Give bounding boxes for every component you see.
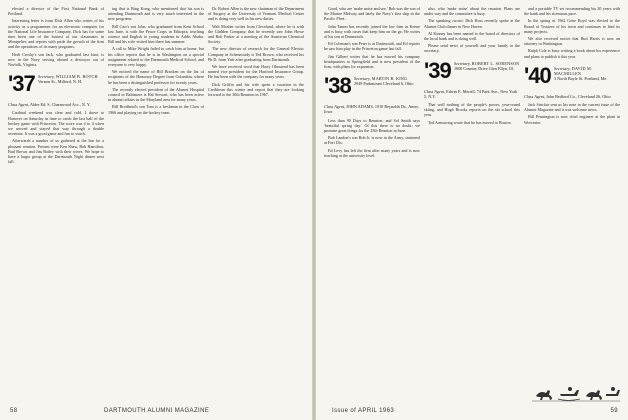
left-col-1-bottom-text xyxy=(8,110,104,164)
class-agent xyxy=(8,102,104,107)
paragraph: The speaking circuit: Dick Ross recently spoke at the Alumni Club dinner in New Haven. xyxy=(424,18,520,29)
paragraph: and a portable TV set recommending his 20 years with the bank and his strenuous pace. xyxy=(524,6,620,17)
class-agent xyxy=(424,89,520,99)
agent-name: Edwin E. Merrill, 74 Park Ave., New York 5, N.Y. xyxy=(424,88,518,99)
paragraph: Walt Mosher writes from Cleveland, where he is with the Glidden Company, that he recently saw John Howe and Bob Parker at a meeting of the American Chemical Society. xyxy=(208,23,304,45)
paragraph: In the spring of 1962 Gene Boyd was elected to the Board of Trustees of his town and continues to lead its many projects. xyxy=(524,18,620,34)
left-col-2-text xyxy=(108,6,204,115)
paragraph: ing that is Bing Kong, who mentioned that his son is attending Dartmouth and is very much interested in the new programs. xyxy=(108,6,204,22)
class-secretary xyxy=(554,66,620,82)
secretary-role: Secretary, xyxy=(354,76,371,82)
class-year: '40 xyxy=(524,62,551,88)
paragraph: That well nothing of the people's power, year-round skiing, and Hugh Brooks reports on the ski school this year. xyxy=(424,102,520,118)
right-col-3-top-text xyxy=(524,6,620,59)
paragraph: The new director of research for the General Electric Company in Schenectady is Ted Brown, who received his Ph.D. from Yale after graduating from Dartmouth. xyxy=(208,46,304,62)
right-page xyxy=(316,0,628,420)
paragraph: We noticed the name of Bill Bracken on the list of recipients of the Honorary Degree from Columbia, where he has been a distinguished professor for twenty years. xyxy=(108,69,204,85)
paragraph: We also received notice that Bud Harris is now an attorney in Washington. xyxy=(524,36,620,47)
publication-name: DARTMOUTH ALUMNI MAGAZINE xyxy=(104,408,210,414)
paragraph: elected a director of the First National Bank of Portland. xyxy=(8,6,104,17)
paragraph: Jack Sinclair sent us his note in the current issue of the Alumni Magazine and it was welcome news. xyxy=(524,102,620,113)
secretary-address: 2949 Parkmount Cleveland 6, Ohio xyxy=(354,81,414,87)
paragraph: A call to Mike Wright failed to catch him at home, but his office reports that he is in Washington on a special assignment related to the Dartmouth Medical School, and everyone is very happy. xyxy=(108,46,204,68)
paragraph: Ed Coleman's son Peter is at Dartmouth, and Ed reports he saw him play in the Princeton game last fall. xyxy=(324,41,420,52)
secretary-address: Vernon St., Milford, N. H. xyxy=(38,79,83,85)
secretary-name: MARTIN B. KING xyxy=(371,76,408,82)
paragraph: Interesting letter is from Dick Allen who writes of his activity as a programmer for an electronic computer for the National Life Insurance Company. Dick has for some time been one of the busiest of our classmates in Montpelier, and reports with pride the growth of the firm and the operations of its many programs. xyxy=(8,18,104,50)
paragraph: Afterwards a number of us gathered at the Inn for a pleasant reunion. Present were Ken Shaw, Bob Hamilton, Bud Brown and Jim Bailey with their wives. We hope to have a larger group at the Dartmouth Night dinner next fall. xyxy=(8,138,104,165)
class-agent xyxy=(324,104,420,114)
class-year: '37 xyxy=(8,71,35,97)
class-secretary xyxy=(38,74,104,84)
agent-role: Class Agent, xyxy=(324,104,346,110)
secretary-role: Secretary, xyxy=(38,74,55,80)
left-col-1 xyxy=(8,6,104,394)
right-col-2-top-text xyxy=(424,6,520,54)
paragraph: Dick Griffin and his wife spent a vacation in the Caribbean this winter and report that they are looking forward to the 30th Reunion in 1967. xyxy=(208,81,304,98)
right-col-1 xyxy=(324,6,420,394)
class-agent xyxy=(524,94,620,99)
agent-role: Class Agent, xyxy=(8,102,30,108)
paragraph: Bill Carr's son John, who graduated from Kent School last June, is with the Peace Corps in Ethiopia, teaching science and English to young students in Addis Ababa. Bill and his wife visited him there last summer. xyxy=(108,23,204,45)
paragraph: Ed Levy has left the firm after many years and is now teaching at the university level. xyxy=(324,147,420,158)
class-heading-39 xyxy=(424,59,520,85)
secretary-name: ROBERT L. SORENSON xyxy=(471,60,520,66)
agent-name: Alder Ed. S. Charnwood Acc., N. Y. xyxy=(29,102,91,108)
class-secretary xyxy=(354,76,420,86)
secretary-name: WILLIAM B. ROTCH xyxy=(55,74,98,80)
paragraph: Bill Pennington is now chief engineer at the plant in Worcester. xyxy=(524,114,620,125)
paragraph: We have received word that Harry Olmstead has been named vice president for the Hartford Insurance Group. He has been with the company for many years. xyxy=(208,64,304,80)
left-col-2 xyxy=(108,6,204,394)
issue-label: Issue of APRIL 1963 xyxy=(332,408,395,414)
right-col-2 xyxy=(424,6,520,394)
class-heading-38 xyxy=(324,74,420,100)
class-year: '39 xyxy=(424,57,451,83)
paragraph: also, who 'make noise' about the reunion. Plans are under way and the committee is busy. xyxy=(424,6,520,17)
paragraph: John Tamm has recently joined the law firm in Keene and is busy with cases that keep him on the go. He writes of his son at Dartmouth. xyxy=(324,23,420,40)
paragraph: The recently elected president of the Alumni Hospital council in Baltimore is Hal Stewart, who has been active in alumni affairs in the Maryland area for many years. xyxy=(108,86,204,103)
left-col-1-top-text xyxy=(8,6,104,67)
paragraph: Al Kinney has been named to the board of directors of the local bank and is doing well. xyxy=(424,30,520,42)
right-col-1-bottom-text xyxy=(324,118,420,158)
page-number: 59 xyxy=(610,408,618,414)
agent-role: Class Agent, xyxy=(524,93,546,99)
page-number: 58 xyxy=(10,408,18,414)
paragraph: Good, who are 'make noise and see.' Bob was the son of the Marine Midway and lately the Navy's first ship in the Pacific Fleet. xyxy=(324,6,420,22)
right-col-2-bottom-text xyxy=(424,102,520,125)
secretary-role: Secretary, xyxy=(554,65,571,71)
paragraph: Ralph Cole is busy writing a book about his experience and plans to publish it this year. xyxy=(524,48,620,59)
class-year: '38 xyxy=(324,73,351,99)
paragraph: Ted Armstrong wrote that he has moved to Boston. xyxy=(428,119,512,125)
paragraph: Bill Brodhead's son Tom is a freshman in the Class of 1966 and playing on the hockey team. xyxy=(108,104,204,115)
secretary-name: DAVID M. MACMILLEN xyxy=(554,65,593,77)
paragraph: Jim Gilbert writes that he has moved his company headquarters to Springfield and is now president of the firm, with plans for expansion. xyxy=(324,53,420,70)
class-heading-37 xyxy=(8,72,104,98)
secretary-role: Secretary, xyxy=(454,60,471,66)
class-secretary xyxy=(454,61,520,71)
left-col-3 xyxy=(208,6,304,394)
agent-name: JOHN ADAMS, 1910 Reynolds Dr., Ames, Iowa xyxy=(324,104,420,115)
horse-sleigh-illustration xyxy=(530,382,622,404)
class-heading-40 xyxy=(524,64,620,90)
agent-name: John Bedford Co., Cleveland 26, Ohio xyxy=(546,93,611,99)
paragraph: Herb Crosby's son Jack, who graduated last June, is now in the Navy serving aboard a destroyer out of Norfolk, Virginia. xyxy=(8,51,104,68)
right-col-3-bottom-text xyxy=(524,102,620,125)
paragraph: Please send news of yourself and your family to the secretary. xyxy=(424,43,520,54)
paragraph: Cardinal weekend was clear and cold. I drove to Hanover on Saturday in time to catch the last half of the hockey game with Princeton. The score was 4 to 4 when we arrived and stayed that way through a double overtime. It was a good game and fun to watch. xyxy=(8,110,104,137)
secretary-address: 1000 Country Drive Glen Ellyn, Ill. xyxy=(454,65,514,71)
right-col-3 xyxy=(524,6,620,394)
agent-role: Class Agent, xyxy=(424,88,446,94)
secretary-address: 3 North Bayle St. Portland, Me. xyxy=(554,76,608,82)
right-col-1-top-text xyxy=(324,6,420,69)
paragraph: Less than 90 Days to Reunion, and Sol Smith says 'beautiful spring day.' Of this there is no doubt; we promise great things for the 25th Reunion in June. xyxy=(324,117,420,134)
left-col-3-text xyxy=(208,6,304,97)
paragraph: Dr. Robert Allen is the new chairman of the Department of Surgery at the University of Vermont Medical Center and is doing very well in his new duties. xyxy=(208,6,304,22)
paragraph: Bob Landon's son Bob Jr. is now in the Army, stationed at Fort Dix. xyxy=(324,135,420,146)
left-page xyxy=(0,0,312,420)
